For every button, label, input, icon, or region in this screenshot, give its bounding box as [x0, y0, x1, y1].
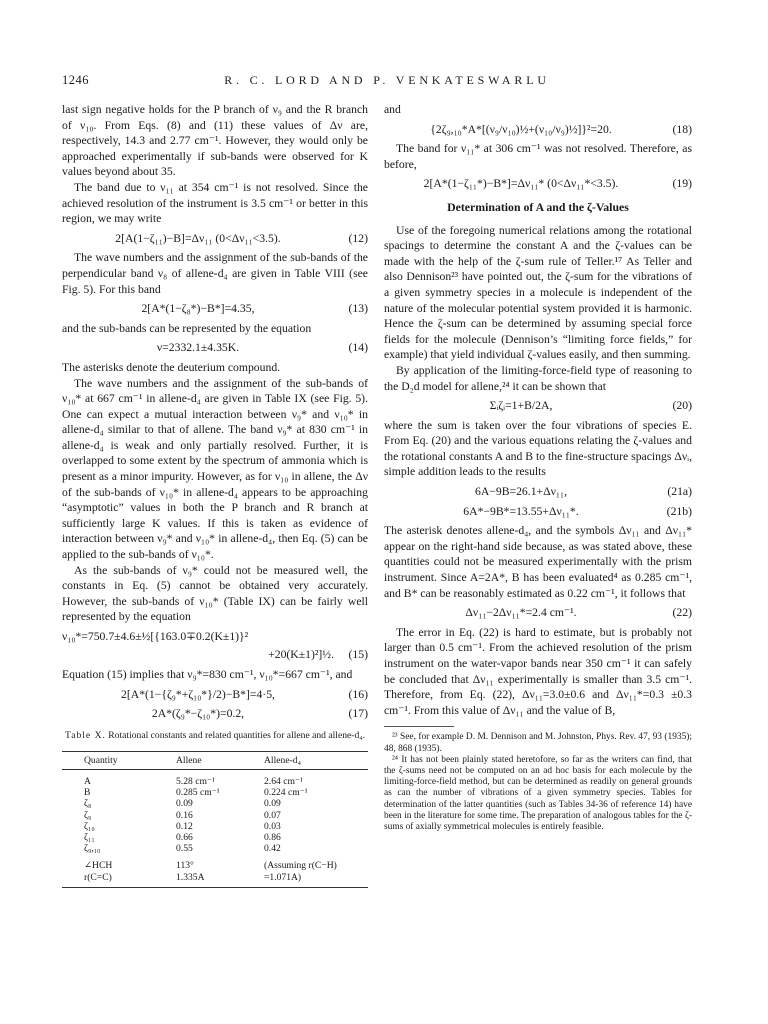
equation-expression: 2[A*(1−ζ₁₁*)−B*]=Δν₁₁* (0<Δν₁₁*<3.5). [423, 177, 619, 191]
table-cell: 0.03 [264, 820, 281, 832]
table-cell: ζ₈ [84, 798, 92, 810]
equation-number: (21a) [667, 485, 692, 499]
equation-expression: 6A*−9B*=13.55+Δν₁₁*. [463, 504, 579, 518]
equation-number: (13) [348, 302, 368, 316]
table-cell: 0.12 [176, 820, 193, 832]
equation-number: (19) [672, 177, 692, 191]
table-label: Table X. [65, 729, 106, 741]
paragraph: Use of the foregoing numerical relations among the rotational spacings to determine the constant A and the ζ-values can be made with the help of the ζ-sum rule of Teller.¹⁷ As Teller and also Dennison²³ have pointed out, the ζ-sum for the vibrations of a given symmetry species in a molecule is independent of the nature of the molecular potential system provided it is harmonic. Hence the ζ-sum can be determined by assuming special force fields for the molecule (Dennison’s “limiting force fields,” for example) that yield individual ζ-values easily, and then summing. [384, 223, 692, 362]
equation-expression: 2A*(ζ₉*−ζ₁₀*)=0.2, [151, 707, 245, 721]
paragraph: The band due to ν₁₁ at 354 cm⁻¹ is not resolved. Since the achieved resolution of the instrument is 3.5 cm⁻¹ or better in this region, we may write [62, 180, 368, 226]
equation-expression: Σᵢζᵢ=1+B/2A, [489, 399, 553, 413]
table-row [62, 787, 368, 798]
equation-16 [62, 687, 368, 703]
equation-number: (17) [348, 707, 368, 721]
table-cell: r(C=C) [84, 871, 112, 883]
equation-expression: Δν₁₁−2Δν₁₁*=2.4 cm⁻¹. [465, 606, 577, 620]
table-row [62, 872, 368, 883]
running-head-authors: R. C. LORD AND P. VENKATESWARLU [224, 73, 550, 87]
column-header: Allene-d₄ [264, 751, 368, 769]
paragraph: As the sub-bands of ν₉* could not be measured well, the constants in Eq. (5) cannot be obtained very accurately. However, the sub-bands of ν₁₀* (Table IX) can be fairly well represented by the equation [62, 563, 368, 624]
paragraph: The asterisk denotes allene-d₄, and the symbols Δν₁₁ and Δν₁₁* appear on the right-hand side because, as was stated above, these quantities could not be measured experimentally with the prism instrument. Since A=2A*, B has been evaluated⁴ as 0.285 cm⁻¹, and B* can be reasonably estimated as 0.22 cm⁻¹, it follows that [384, 524, 692, 600]
equation-number: (21b) [666, 504, 692, 518]
equation-expression: 6A−9B=26.1+Δν₁₁, [474, 485, 568, 499]
table-row [62, 832, 368, 843]
table-cell: A [84, 775, 91, 787]
column-header: Quantity [62, 751, 176, 769]
paragraph: By application of the limiting-force-field type of reasoning to the D₂d model for allene,²⁴ it can be shown that [384, 363, 692, 393]
paragraph: The wave numbers and the assignment of the sub-bands of the perpendicular band ν₈ of allene-d₄ are given in Table VIII (see Fig. 5). For this band [62, 251, 368, 296]
table-row [62, 854, 368, 871]
equation-number: (15) [348, 648, 368, 661]
equation-14 [62, 340, 368, 356]
paragraph: Equation (15) implies that ν₉*=830 cm⁻¹, ν₁₀*=667 cm⁻¹, and [62, 668, 353, 681]
table-cell: 0.66 [176, 832, 193, 843]
footnote-24: ²⁴ It has not been plainly stated heretofore, so far as the writers can find, that the ζ-sums need not be computed on an ad hoc basis for each molecule by the limiting-force-field method, but can be determined as readily on general grounds as can the number of vibrations of a given symmetry species. Tables for determination of the latter quantities (such as Tables 34-36 of reference 14) have been in the literature for some time. The preparation of analogous tables for the ζ-sums of axially symmetrical molecules is entirely feasible. [384, 754, 692, 832]
equation-number: (14) [348, 341, 368, 355]
table-row [62, 769, 368, 787]
paragraph: The error in Eq. (22) is hard to estimate, but is probably not larger than 0.5 cm⁻¹. From the achieved resolution of the prism instrument on the water-vapor bands near 350 cm⁻¹ it can safely be concluded that Δν₁₁ experimentally is smaller than 3.5 cm⁻¹. Therefore, from Eq. (22), Δν₁₁=3.0±0.6 and Δν₁₁*=0.3 ±0.3 cm⁻¹. From this value of Δν₁₁ and the value of B, [384, 625, 692, 717]
equation-expression-line-1: ν₁₀*=750.7±4.6±½[{163.0∓0.2(K±1)}² [62, 630, 249, 643]
table-bottom-rule [62, 883, 368, 888]
equation-17 [62, 706, 368, 722]
table-header-row [62, 751, 368, 769]
equation-20 [384, 398, 692, 414]
paragraph: and [384, 103, 401, 116]
equation-15 [62, 629, 368, 663]
table-cell: 0.86 [264, 832, 281, 843]
equation-number: (22) [672, 606, 692, 620]
right-column [384, 102, 692, 833]
equation-number: (16) [348, 687, 368, 701]
table-cell: =1.071A) [264, 871, 302, 883]
table-cell: 0.09 [264, 798, 281, 810]
equation-18 [384, 122, 692, 138]
table-cell: 113° [176, 860, 194, 872]
column-header: Allene [176, 751, 264, 769]
table-cell: ζ₉,₁₀ [84, 843, 101, 855]
table-cell: 1.335A [176, 871, 205, 883]
paragraph: The asterisks denote the deuterium compound. [62, 360, 281, 374]
equation-expression-line-2: +20(K±1)²]½. [268, 648, 334, 661]
equation-expression: ν=2332.1±4.35K. [156, 341, 240, 355]
table-cell: (Assuming r(C−H) [264, 860, 337, 872]
table-row [62, 810, 368, 821]
table-row [62, 798, 368, 809]
equation-13 [62, 301, 368, 317]
left-column [62, 102, 368, 888]
equation-12 [62, 231, 368, 247]
equation-expression: {2ζ₉,₁₀*A*[(ν₉/ν₁₀)½+(ν₁₀/ν₉)½]}²=20. [430, 122, 612, 136]
equation-22 [384, 605, 692, 621]
table-row [62, 843, 368, 854]
paragraph: last sign negative holds for the P branch of ν₉ and the R branch of ν₁₀. From Eqs. (8) and (11) these values of Δν are, respectively, 14.3 and 2.77 cm⁻¹. However, they would only be approached experimentally if sub-bands were observed for K values beyond about 35. [62, 103, 368, 179]
paragraph: where the sum is taken over the four vibrations of species E. From Eq. (20) and the various equations relating the ζ-values and the rotational constants A and B to the fine-structure spacings Δνᵢ, simple addition leads to the results [384, 418, 692, 479]
table-cell: 0.42 [264, 843, 281, 855]
footnote-divider [384, 726, 454, 727]
table-cell: 2.64 cm⁻¹ [264, 775, 303, 787]
table-cell: 0.16 [176, 809, 193, 821]
rotational-constants-table [62, 751, 368, 888]
running-head [62, 73, 712, 89]
table-cell: 5.28 cm⁻¹ [176, 775, 215, 787]
equation-expression: 2[A*(1−ζ₈*)−B*]=4.35, [141, 302, 255, 316]
footnote-23: ²³ See, for example D. M. Dennison and M. Johnston, Phys. Rev. 47, 93 (1935); 48, 868 (1935). [384, 732, 692, 754]
equation-number: (12) [348, 231, 368, 245]
section-heading: Determination of A and the ζ-Values [447, 199, 629, 214]
equation-expression: 2[A(1−ζ₁₁)−B]=Δν₁₁ (0<Δν₁₁<3.5). [115, 231, 281, 245]
table-cell: 0.224 cm⁻¹ [264, 787, 308, 799]
page-number: 1246 [62, 73, 89, 87]
table-row [62, 821, 368, 832]
equation-19 [384, 176, 692, 192]
table-cell: B [84, 787, 91, 799]
paragraph: The wave numbers and the assignment of the sub-bands of ν₁₀* at 667 cm⁻¹ in allene-d₄ are given in Table IX (see Fig. 5). One can expect a mutual interaction between ν₉* and ν₁₀* in allene-d₄ similar to that of allene. The band ν₉* at 830 cm⁻¹ in allene-d₄ is weak and only partially resolved. Further, it is overlapped to some extent by the spectrum of ammonia which is present as a minor impurity. However, as for ν₁₀ in allene, the Δν of the sub-bands of ν₁₀* in allene-d₄ appears to be approaching “asymptotic” values in both the P branch and R branch at sufficiently large K values. If this is taken as evidence of interaction between ν₉* and ν₁₀* in allene-d₄, then Eq. (5) can be applied to the sub-bands of ν₁₀*. [62, 376, 368, 562]
table-caption [62, 730, 368, 742]
equation-expression: 2[A*(1−{ζ₉*+ζ₁₀*}/2)−B*]=4·5, [121, 687, 275, 701]
equation-number: (18) [672, 122, 692, 136]
paragraph: and the sub-bands can be represented by the equation [62, 321, 312, 335]
table-cell: ζ₁₀ [84, 820, 95, 832]
table-cell: ζ₁₁ [84, 832, 95, 843]
equation-21b [384, 504, 692, 520]
equation-21a [384, 484, 692, 500]
table-caption-text: Rotational constants and related quantities for allene and allene-d₄. [105, 729, 365, 741]
equation-number: (20) [672, 399, 692, 413]
table-cell: 0.285 cm⁻¹ [176, 787, 220, 799]
table-cell: 0.07 [264, 809, 281, 821]
table-cell: ∠HCH [84, 860, 113, 872]
paragraph: The band for ν₁₁* at 306 cm⁻¹ was not resolved. Therefore, as before, [384, 142, 692, 171]
table-cell: 0.55 [176, 843, 193, 855]
table-cell: 0.09 [176, 798, 193, 810]
table-cell: ζ₉ [84, 809, 92, 821]
